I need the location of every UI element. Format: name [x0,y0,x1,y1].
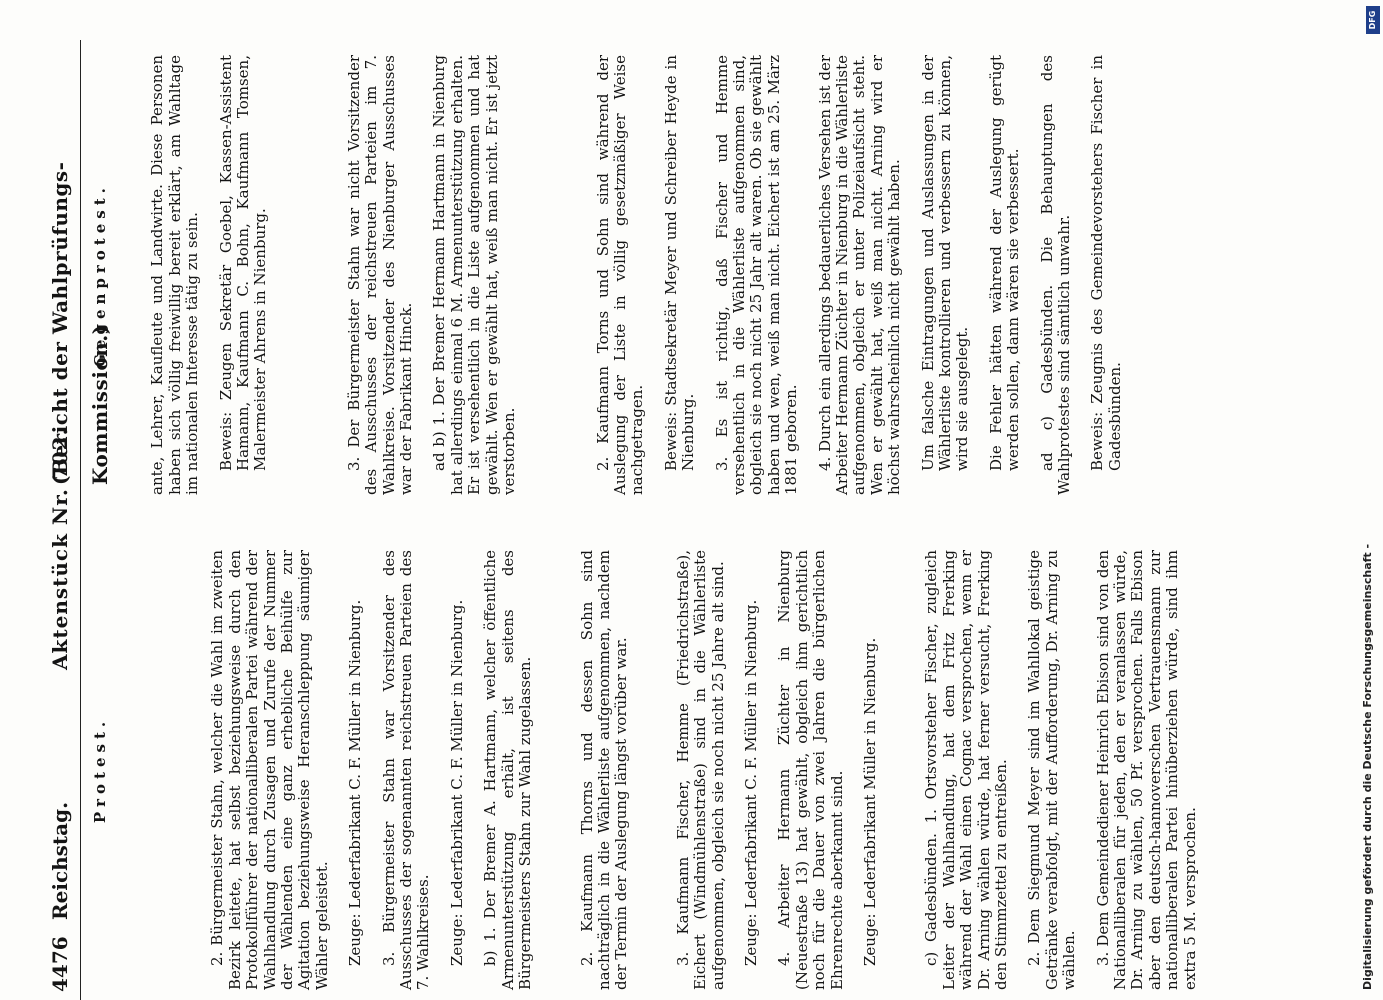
gegenprotest-paragraph: 4. Durch ein allerdings bedauerliches Versehen ist der Arbeiter Hermann Züchter in Nienburg in die Wählerliste aufgenommen, obgleich er unter Polizeiaufsicht steht. Wen er gewählt hat, weiß man nicht. Arning wird er höchst wahrscheinlich nicht gewählt haben. [815,55,904,495]
column-gegenprotest [92,55,1342,495]
protest-paragraph: 2. Bürgermeister Stahn, welcher die Wahl im zweiten Bezirk leitete, hat selbst beziehungsweise durch den Protokollführer der nationalliberalen Partei während der Wahlhandlung durch Zusagen und Zurufe der Nummer der Wählenden eine ganz erhebliche Beihülfe zur Agitation beziehungsweise Heranschleppung säumiger Wähler geleistet. [208,550,331,990]
gegenprotest-paragraph: 2. Kaufmann Torns und Sohn sind während der Auslegung der Liste in völlig gesetzmäßiger Weise nachgetragen. [593,55,647,495]
protest-paragraph: c) Gadesbünden. 1. Ortsvorsteher Fischer, zugleich Leiter der Wahlhandlung, hat dem Fritz Frerking während der Wahl einen Cognac versprochen, wenn er Dr. Arning wählen würde, hat ferner versucht, Frerking den Stimmzettel zu entreißen. [922,550,1010,990]
gegenprotest-paragraph: ad b) 1. Der Bremer Hermann Hartmann in Nienburg hat allerdings einmal 6 M. Armenunterstützung erhalten. Er ist versehentlich in die Liste aufgenommen und hat gewählt. Wen er gewählt hat, weiß man nicht. Er ist jetzt verstorben. [430,55,519,495]
dfg-logo: DFG [1366,6,1380,34]
column-heading-protest: Protest. [91,716,109,824]
column-heading-gegenprotest: Gegenprotest. [91,183,109,367]
protest-paragraph: 2. Kaufmann Thorns und dessen Sohn sind nachträglich in die Wählerliste aufgenommen, nachdem der Termin der Auslegung längst vorüber war. [577,550,631,990]
protest-paragraph: 2. Dem Siegmund Meyer sind im Wahllokal geistige Getränke verabfolgt, mit der Aufforderung, Dr. Arning zu wählen. [1025,550,1079,990]
gegenprotest-paragraph: 3. Der Bürgermeister Stahn war nicht Vorsitzender des Ausschusses der reichstreuen Parteien im 7. Wahlkreise. Vorsitzender des Nienburger Ausschusses war der Fabrikant Hinck. [344,55,416,495]
column-protest [92,550,1342,990]
header-bericht: (Bericht der Wahlprüfungs-Kommission.) [48,161,112,485]
protest-paragraph: 3. Kaufmann Fischer, Hemme (Friedrichstraße), Eichert (Windmühlenstraße) sind in die Wählerliste aufgenommen, obgleich sie noch nicht 25 Jahre alt sind. [673,550,727,990]
protest-witness: Zeuge: Lederfabrikant C. F. Müller in Nienburg. [346,599,365,966]
gegenprotest-paragraph: Um falsche Eintragungen und Auslassungen in der Wählerliste kontrollieren und verbessern zu können, wird sie ausgelegt. [918,55,972,471]
protest-paragraph: 4. Arbeiter Hermann Züchter in Nienburg (Neuestraße 13) hat gewählt, obgleich ihm gerichtlich noch für die Dauer von zwei Jahren die bürgerlichen Ehrenrechte aberkannt sind. [775,550,846,990]
gegenprotest-paragraph: ad c) Gadesbünden. Die Behauptungen des Wahlprotestes sind sämtlich unwahr. [1037,55,1074,495]
page-number: 4476 [48,936,72,992]
rotated-page-content [40,40,1360,1000]
header-reichstag: Reichstag. [48,801,72,920]
gegenprotest-evidence: Beweis: Zeugnis des Gemeindevorstehers Fischer in Gadesbünden. [1088,55,1124,471]
gegenprotest-paragraph: ante, Lehrer, Kaufleute und Landwirte. Diese Personen haben sich völlig freiwillig bereit erklärt, am Wahltage im nationalen Interesse tätig zu sein. [148,55,202,495]
protest-paragraph: b) 1. Der Bremer A. Hartmann, welcher öffentliche Armenunterstützung erhält, ist seitens des Bürgermeisters Stahn zur Wahl zugelassen. [481,550,535,990]
protest-witness: Zeuge: Lederfabrikant Müller in Nienburg. [860,637,879,966]
protest-paragraph: 3. Dem Gemeindediener Heinrich Ebison sind von den Nationalliberalen für jeden, den er veranlassen würde, Dr. Arning zu wählen, 50 Pf. versprochen. Falls Ebison aber den deutsch-hannoverschen Vertrauensmann zur nationalliberalen Partei hinüberziehen würde, sind ihm extra 5 M. versprochen. [1093,550,1199,990]
protest-paragraph: 3. Bürgermeister Stahn war Vorsitzender des Ausschusses der sogenannten reichstreuen Parteien des 7. Wahlkreises. [379,550,433,990]
protest-witness: Zeuge: Lederfabrikant C. F. Müller in Nienburg. [447,599,466,966]
gegenprotest-paragraph: 3. Es ist richtig, daß Fischer und Hemme versehentlich in die Wählerliste aufgenommen sind, obgleich sie noch nicht 25 Jahr alt waren. Ob sie gewählt haben und wen, weiß man nicht. Eichert ist am 25. März 1881 geboren. [712,55,801,495]
header-aktenstueck: Aktenstück Nr. 702. [48,427,72,670]
gegenprotest-evidence: Beweis: Zeugen Sekretär Goebel, Kassen-Assistent Hamann, Kaufmann C. Bohn, Kaufmann Tomsen, Malermeister Ahrens in Nienburg. [216,55,270,471]
protest-witness: Zeuge: Lederfabrikant C. F. Müller in Nienburg. [741,599,760,966]
digitization-note-text: Digitalisierung gefördert durch die Deutsche Forschungsgemeinschaft - [1361,543,1374,990]
gegenprotest-paragraph: Die Fehler hätten während der Auslegung gerügt werden sollen, dann wären sie verbessert. [986,55,1023,471]
gegenprotest-evidence: Beweis: Stadtsekretär Meyer und Schreiber Heyde in Nienburg. [661,55,698,471]
digitization-note [1350,170,1383,990]
